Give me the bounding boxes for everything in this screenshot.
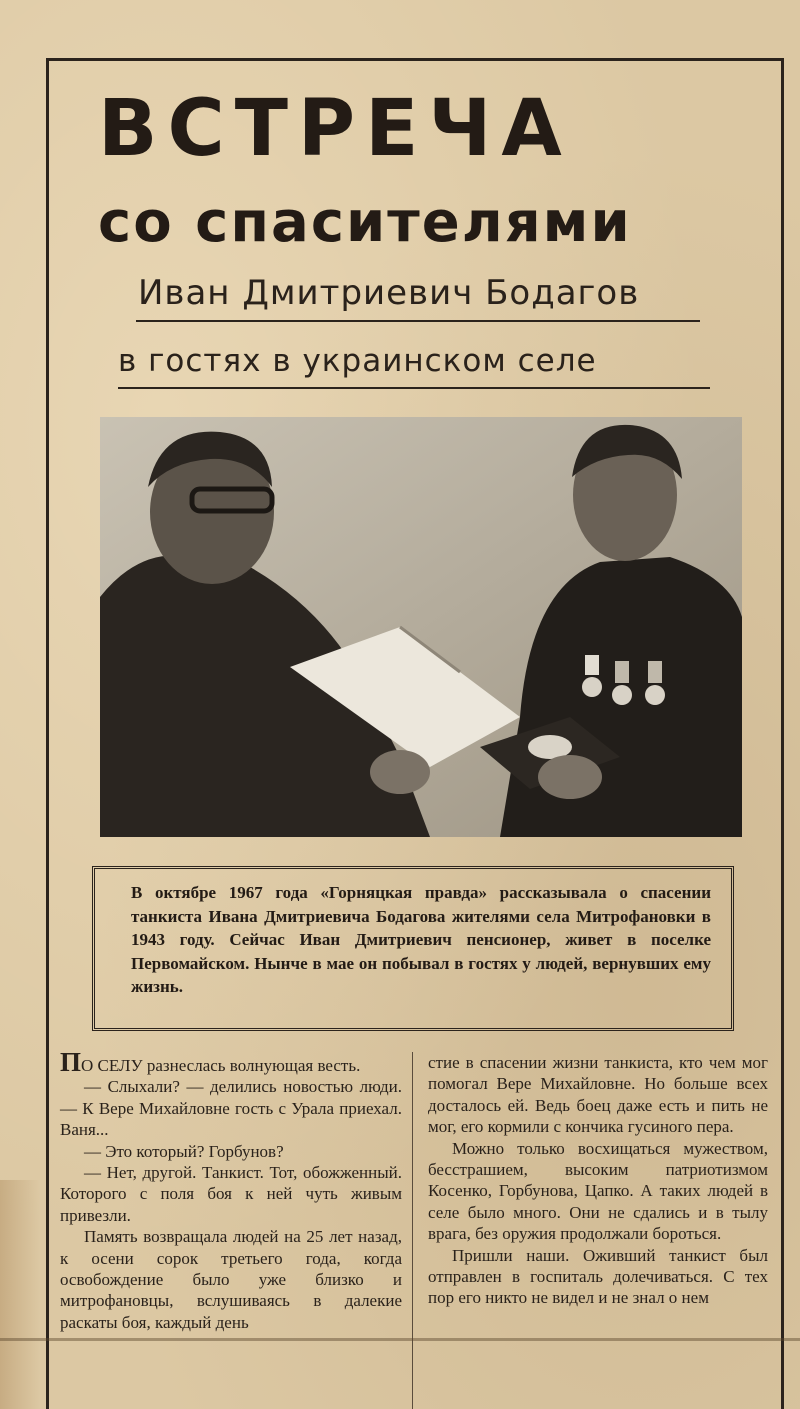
- frame-border-top: [46, 58, 784, 61]
- subtitle-rule-2: [118, 387, 710, 389]
- headline-line-1: ВСТРЕЧА: [98, 84, 572, 174]
- body-paragraph: — Слыхали? — делились новостью люди. — К Вере Михайловне гость с Урала приехал. Ваня...: [60, 1077, 402, 1140]
- frame-border-left: [46, 58, 49, 1409]
- frame-border-right: [781, 58, 784, 1409]
- body-paragraph: — Нет, другой. Танкист. Тот, обожженный. Которого с поля боя к ней чуть живым привезли.: [60, 1163, 402, 1225]
- body-paragraph: [60, 1047, 402, 1077]
- body-paragraph: Пришли наши. Оживший танкист был отправлен в госпиталь долечиваться. С тех пор его никто не видел и не знал о нем: [428, 1245, 768, 1308]
- body-text: О СЕЛУ разнеслась волнующая весть.: [81, 1056, 361, 1075]
- subtitle-rule-1: [136, 320, 700, 322]
- news-photo: [100, 417, 742, 837]
- body-paragraph: стие в спасении жизни танкиста, кто чем мог помогал Вере Михайловне. Но больше всех досталось ей. Ведь боец даже есть и пить не мог, его кормили с кончика гусиного пера.: [428, 1053, 768, 1137]
- body-paragraph: Память возвращала людей на 25 лет назад, к осени сорок третьего года, когда освобождение было уже близко и митрофановцы, вслушиваясь в далекие раскаты боя, каждый день: [60, 1227, 402, 1332]
- drop-cap: П: [60, 1047, 82, 1077]
- body-paragraph: Можно только восхищаться мужеством, бесстрашием, высоким патриотизмом Косенко, Горбунова, Цапко. А таких людей в селе было много. Они не сдались и в тылу врага, без оружия продолжали бороться.: [428, 1138, 768, 1244]
- photo-illustration: [100, 417, 742, 837]
- body-column-2: [428, 1052, 768, 1309]
- lead-box: [92, 866, 734, 1031]
- body-paragraph: — Это который? Горбунов?: [84, 1141, 284, 1161]
- paper-fold-crease: [0, 1338, 800, 1341]
- lead-paragraph: В октябре 1967 года «Горняцкая правда» рассказывала о спасении танкиста Ивана Дмитриевича Бодагова жителями села Митрофановки в 1943 году. Сейчас Иван Дмитриевич пенсионер, живет в поселке Первомайском. Нынче в мае он побывал в гостях у людей, вернувших ему жизнь.: [131, 883, 711, 996]
- subtitle-line-1: Иван Дмитриевич Бодагов: [138, 273, 640, 313]
- paper-stain: [0, 1180, 40, 1409]
- headline-line-2: со спасителями: [98, 190, 632, 255]
- subtitle-line-2: в гостях в украинском селе: [118, 343, 597, 379]
- column-divider: [412, 1052, 413, 1409]
- body-column-1: [60, 1047, 402, 1333]
